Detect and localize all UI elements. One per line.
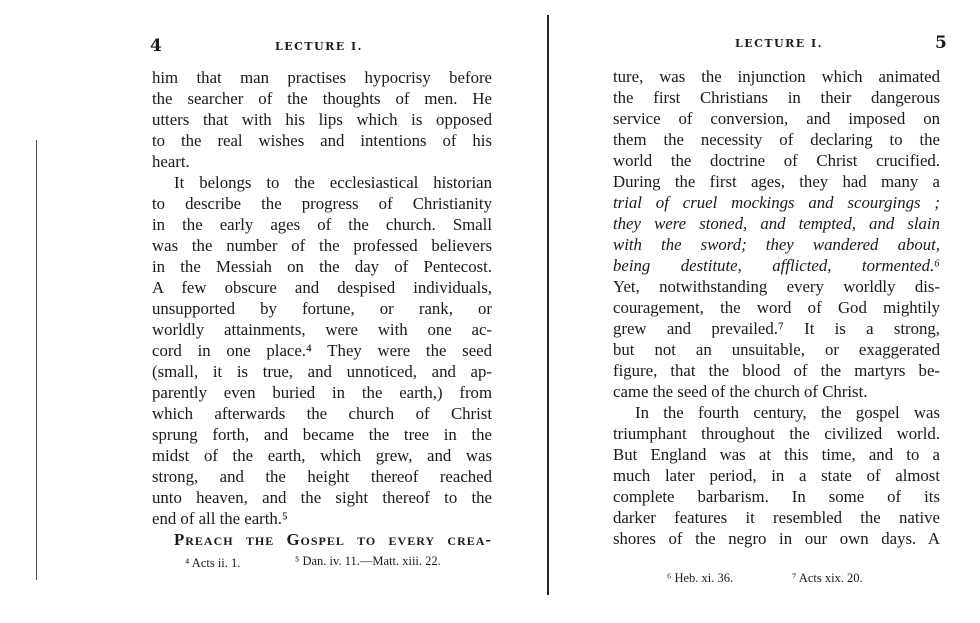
text-line: in the Messiah on the day of Pentecost. (152, 257, 492, 276)
text-line: ture, was the injunction which animated (613, 67, 940, 86)
text-line: unsupported by fortune, or rank, or (152, 299, 492, 318)
text-line: Preach the Gospel to every crea- (174, 530, 492, 549)
text-line: Yet, notwithstanding every worldly dis- (613, 277, 940, 296)
text-line: triumphant throughout the civilized world. (613, 424, 940, 443)
text-line: to describe the progress of Christianity (152, 194, 492, 213)
text-line: sprung forth, and became the tree in the (152, 425, 492, 444)
text-line: During the first ages, they had many a (613, 172, 940, 191)
text-line: utters that with his lips which is opposed (152, 110, 492, 129)
text-line: heart. (152, 152, 190, 171)
text-line: in the early ages of the church. Small (152, 215, 492, 234)
text-line: much later period, in a state of almost (613, 466, 940, 485)
text-line: A few obscure and despised individuals, (152, 278, 492, 297)
page-edge (36, 140, 37, 580)
text-line: the searcher of the thoughts of men. He (152, 89, 492, 108)
footnote: ⁶ Heb. xi. 36. (667, 571, 734, 585)
text-line: midst of the earth, which grew, and was (152, 446, 492, 465)
text-line: figure, that the blood of the martyrs be- (613, 361, 940, 380)
text-line: which afterwards the church of Christ (152, 404, 492, 423)
body-text (613, 66, 940, 549)
body-text (152, 67, 492, 550)
footnote: ⁴ Acts ii. 1. (185, 556, 241, 570)
text-line: But England was at this time, and to a (613, 445, 940, 464)
footnote: ⁵ Dan. iv. 11.—Matt. xiii. 22. (295, 554, 441, 568)
text-line: but not an unsuitable, or exaggerated (613, 340, 940, 359)
text-line: cord in one place.⁴ They were the seed (152, 341, 492, 360)
text-line: worldly attainments, were with one ac- (152, 320, 492, 339)
text-line: In the fourth century, the gospel was (635, 403, 940, 422)
text-line: trial of cruel mockings and scourgings ; (613, 193, 940, 212)
text-line: end of all the earth.⁵ (152, 509, 288, 528)
text-line: grew and prevailed.⁷ It is a strong, (613, 319, 940, 338)
page-number: 4 (150, 36, 162, 56)
text-line: him that man practises hypocrisy before (152, 68, 492, 87)
text-line: to the real wishes and intentions of his (152, 131, 492, 150)
text-line: complete barbarism. In some of its (613, 487, 940, 506)
running-head: LECTURE I. (735, 37, 823, 50)
footnote: ⁷ Acts xix. 20. (792, 571, 863, 585)
text-line: parently even buried in the earth,) from (152, 383, 492, 402)
text-line: was the number of the professed believers (152, 236, 492, 255)
text-line: world the doctrine of Christ crucified. (613, 151, 940, 170)
text-line: unto heaven, and the sight thereof to the (152, 488, 492, 507)
text-line: strong, and the height thereof reached (152, 467, 492, 486)
text-line: with the sword; they wandered about, (613, 235, 940, 254)
text-line: (small, it is true, and unnoticed, and ap- (152, 362, 492, 381)
running-head: LECTURE I. (275, 40, 363, 53)
text-line: them the necessity of declaring to the (613, 130, 940, 149)
text-line: came the seed of the church of Christ. (613, 382, 868, 401)
text-line: service of conversion, and imposed on (613, 109, 940, 128)
text-line: the first Christians in their dangerous (613, 88, 940, 107)
text-line: they were stoned, and tempted, and slain (613, 214, 940, 233)
text-line: darker features it resembled the native (613, 508, 940, 527)
page-number: 5 (935, 33, 947, 53)
text-line: couragement, the word of God mightily (613, 298, 940, 317)
text-line: shores of the negro in our own days. A (613, 529, 940, 548)
text-line: It belongs to the ecclesiastical historian (174, 173, 492, 192)
right-page (560, 0, 980, 623)
text-line: being destitute, afflicted, tormented.⁶ (613, 256, 940, 275)
book-spine (547, 15, 549, 595)
